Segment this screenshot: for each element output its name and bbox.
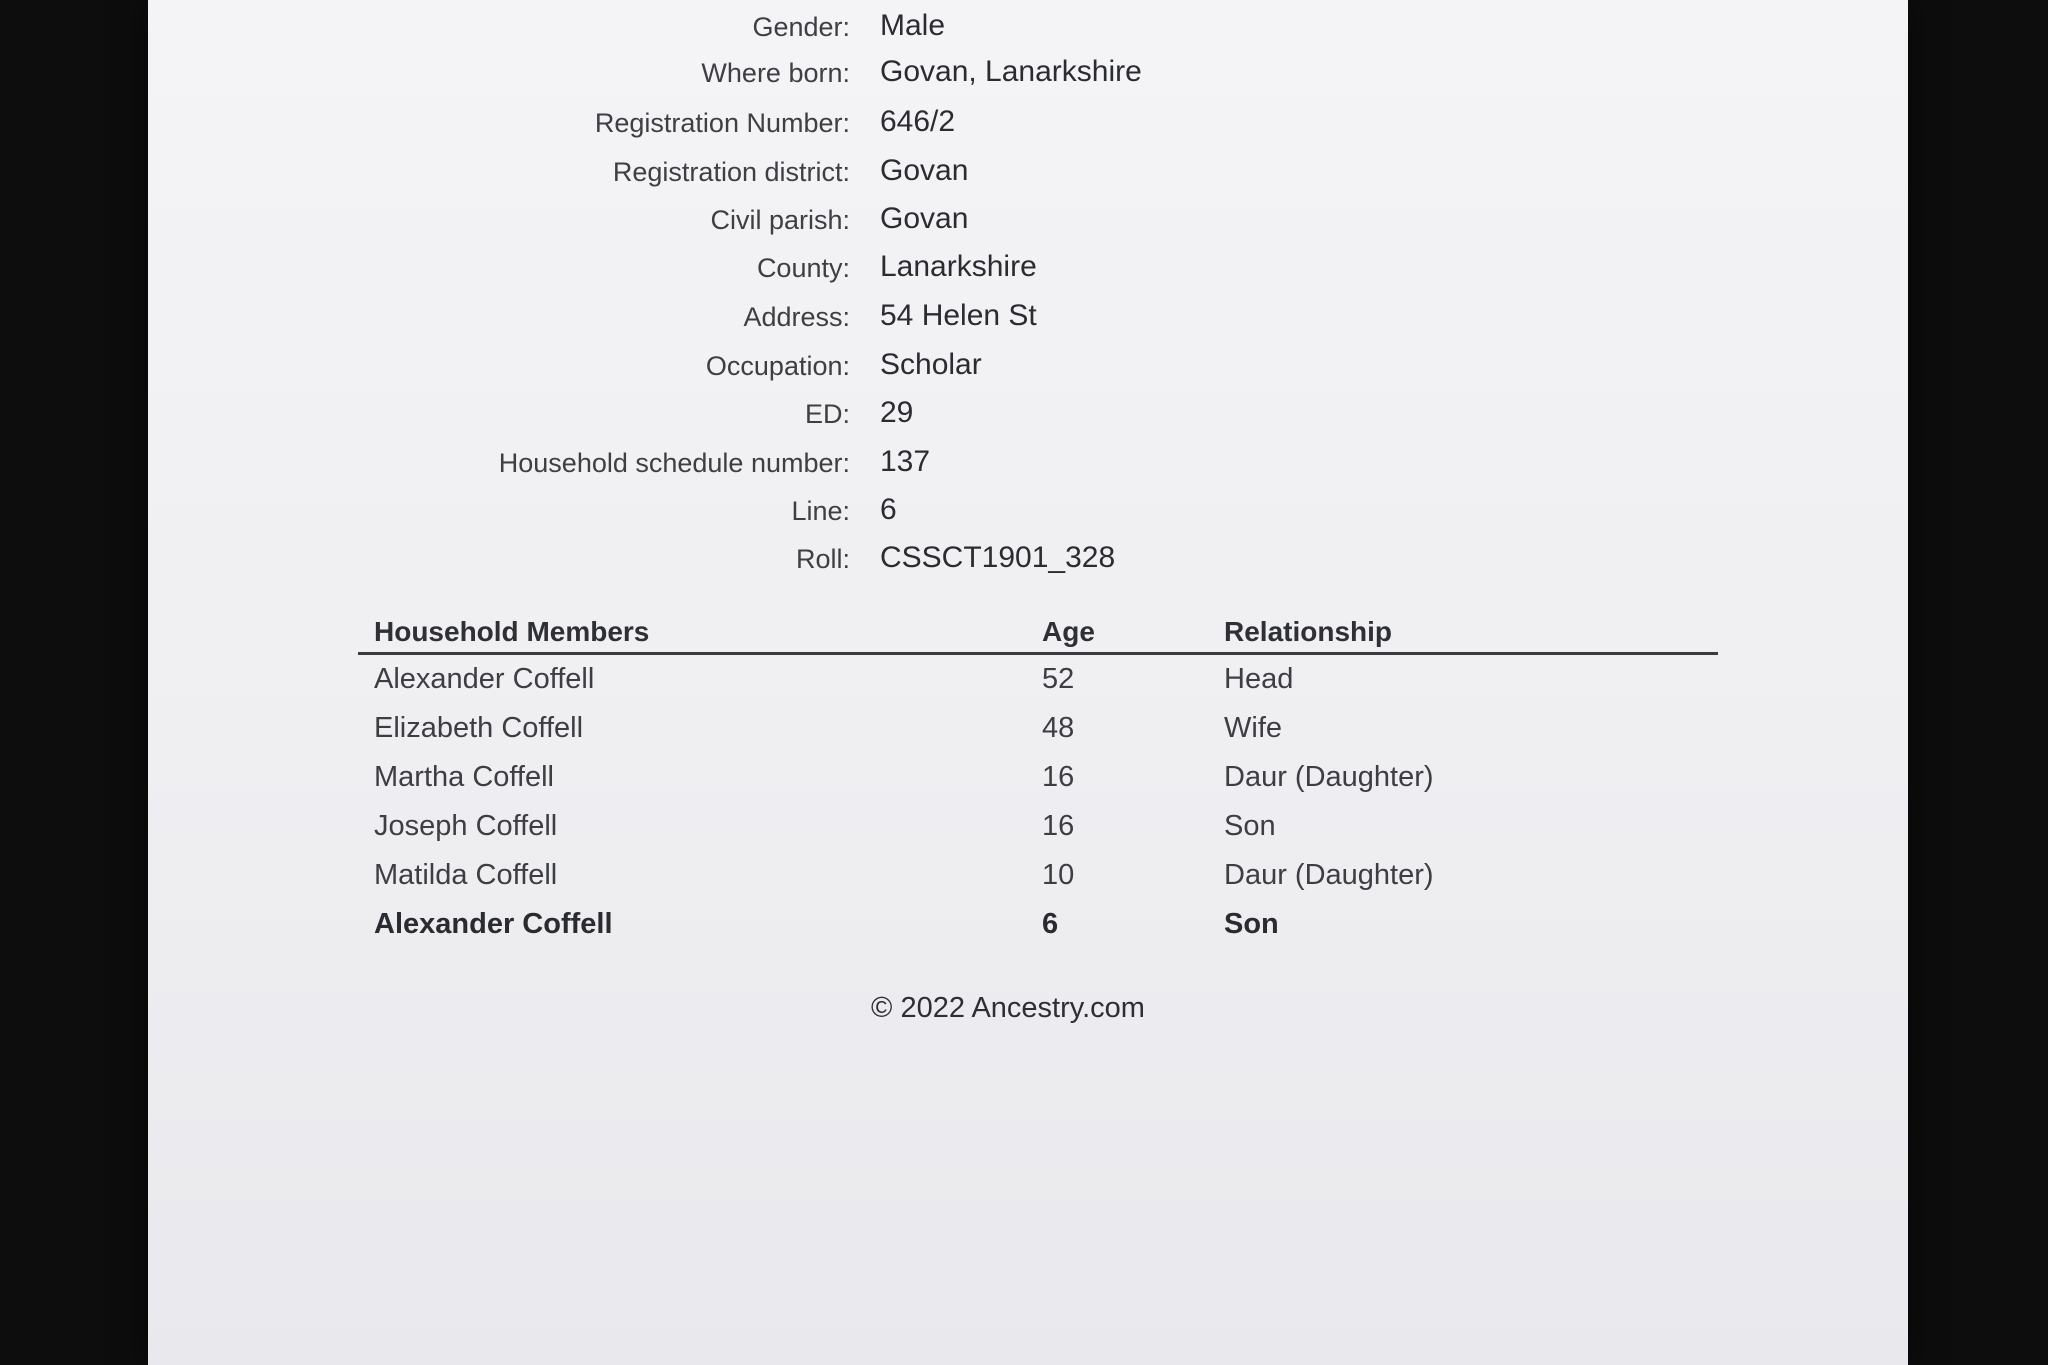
table-row — [358, 704, 1718, 753]
field-value: Lanarkshire — [880, 250, 1037, 283]
field-label: Where born: — [701, 58, 850, 88]
field-row-registration-number — [148, 105, 1908, 148]
member-relationship: Wife — [1224, 712, 1282, 744]
field-label: Gender: — [752, 12, 850, 42]
copyright-footer — [148, 992, 1908, 1025]
field-label: Roll: — [795, 544, 850, 574]
member-age: 52 — [1042, 663, 1075, 695]
member-relationship: Head — [1224, 663, 1294, 695]
field-value: 29 — [880, 396, 914, 429]
field-value: 137 — [880, 445, 931, 478]
field-value: Govan — [880, 154, 969, 187]
member-age: 48 — [1042, 712, 1075, 744]
field-row-occupation — [148, 348, 1908, 391]
member-name: Joseph Coffell — [374, 810, 558, 842]
member-name: Martha Coffell — [374, 761, 554, 793]
field-label: ED: — [804, 399, 850, 429]
member-relationship: Son — [1224, 810, 1276, 842]
member-name: Alexander Coffell — [374, 908, 613, 940]
table-row-highlighted — [358, 900, 1718, 949]
printed-record-page — [148, 0, 1908, 1365]
field-label: Address: — [743, 302, 850, 332]
field-value: Govan, Lanarkshire — [880, 55, 1142, 88]
table-row — [358, 753, 1718, 802]
field-row-gender — [148, 9, 1908, 52]
field-value: 6 — [880, 493, 897, 526]
member-relationship: Daur (Daughter) — [1224, 859, 1434, 891]
field-value: 646/2 — [880, 105, 956, 138]
member-age: 16 — [1042, 810, 1075, 842]
household-members-table — [358, 612, 1718, 949]
table-row — [358, 851, 1718, 900]
field-row-registration-district — [148, 154, 1908, 197]
field-row-where-born — [148, 55, 1908, 98]
member-relationship: Son — [1224, 908, 1279, 940]
field-row-roll — [148, 541, 1908, 584]
member-name: Alexander Coffell — [374, 663, 595, 695]
field-label: Occupation: — [705, 351, 850, 381]
member-age: 16 — [1042, 761, 1075, 793]
table-header — [358, 612, 1718, 655]
field-label: Registration Number: — [594, 108, 850, 138]
field-label: Registration district: — [612, 157, 850, 187]
field-label: County: — [756, 253, 850, 283]
field-value: 54 Helen St — [880, 299, 1037, 332]
field-row-county — [148, 250, 1908, 293]
field-value: Male — [880, 9, 946, 42]
member-age: 6 — [1042, 908, 1059, 940]
field-label: Line: — [791, 496, 850, 526]
copyright-text: © 2022 Ancestry.com — [871, 992, 1145, 1024]
field-label: Household schedule number: — [498, 448, 850, 478]
member-relationship: Daur (Daughter) — [1224, 761, 1434, 793]
member-name: Matilda Coffell — [374, 859, 558, 891]
column-header-age: Age — [1042, 616, 1095, 647]
field-value: Scholar — [880, 348, 982, 381]
table-row — [358, 802, 1718, 851]
member-name: Elizabeth Coffell — [374, 712, 584, 744]
field-row-civil-parish — [148, 202, 1908, 245]
field-label: Civil parish: — [710, 205, 850, 235]
field-row-household-schedule-number — [148, 445, 1908, 488]
field-value: CSSCT1901_328 — [880, 541, 1116, 574]
field-row-line — [148, 493, 1908, 536]
table-row — [358, 655, 1718, 704]
member-age: 10 — [1042, 859, 1075, 891]
column-header-relationship: Relationship — [1224, 616, 1393, 647]
field-row-address — [148, 299, 1908, 342]
field-row-ed — [148, 396, 1908, 439]
field-value: Govan — [880, 202, 969, 235]
column-header-household-members: Household Members — [374, 616, 650, 647]
